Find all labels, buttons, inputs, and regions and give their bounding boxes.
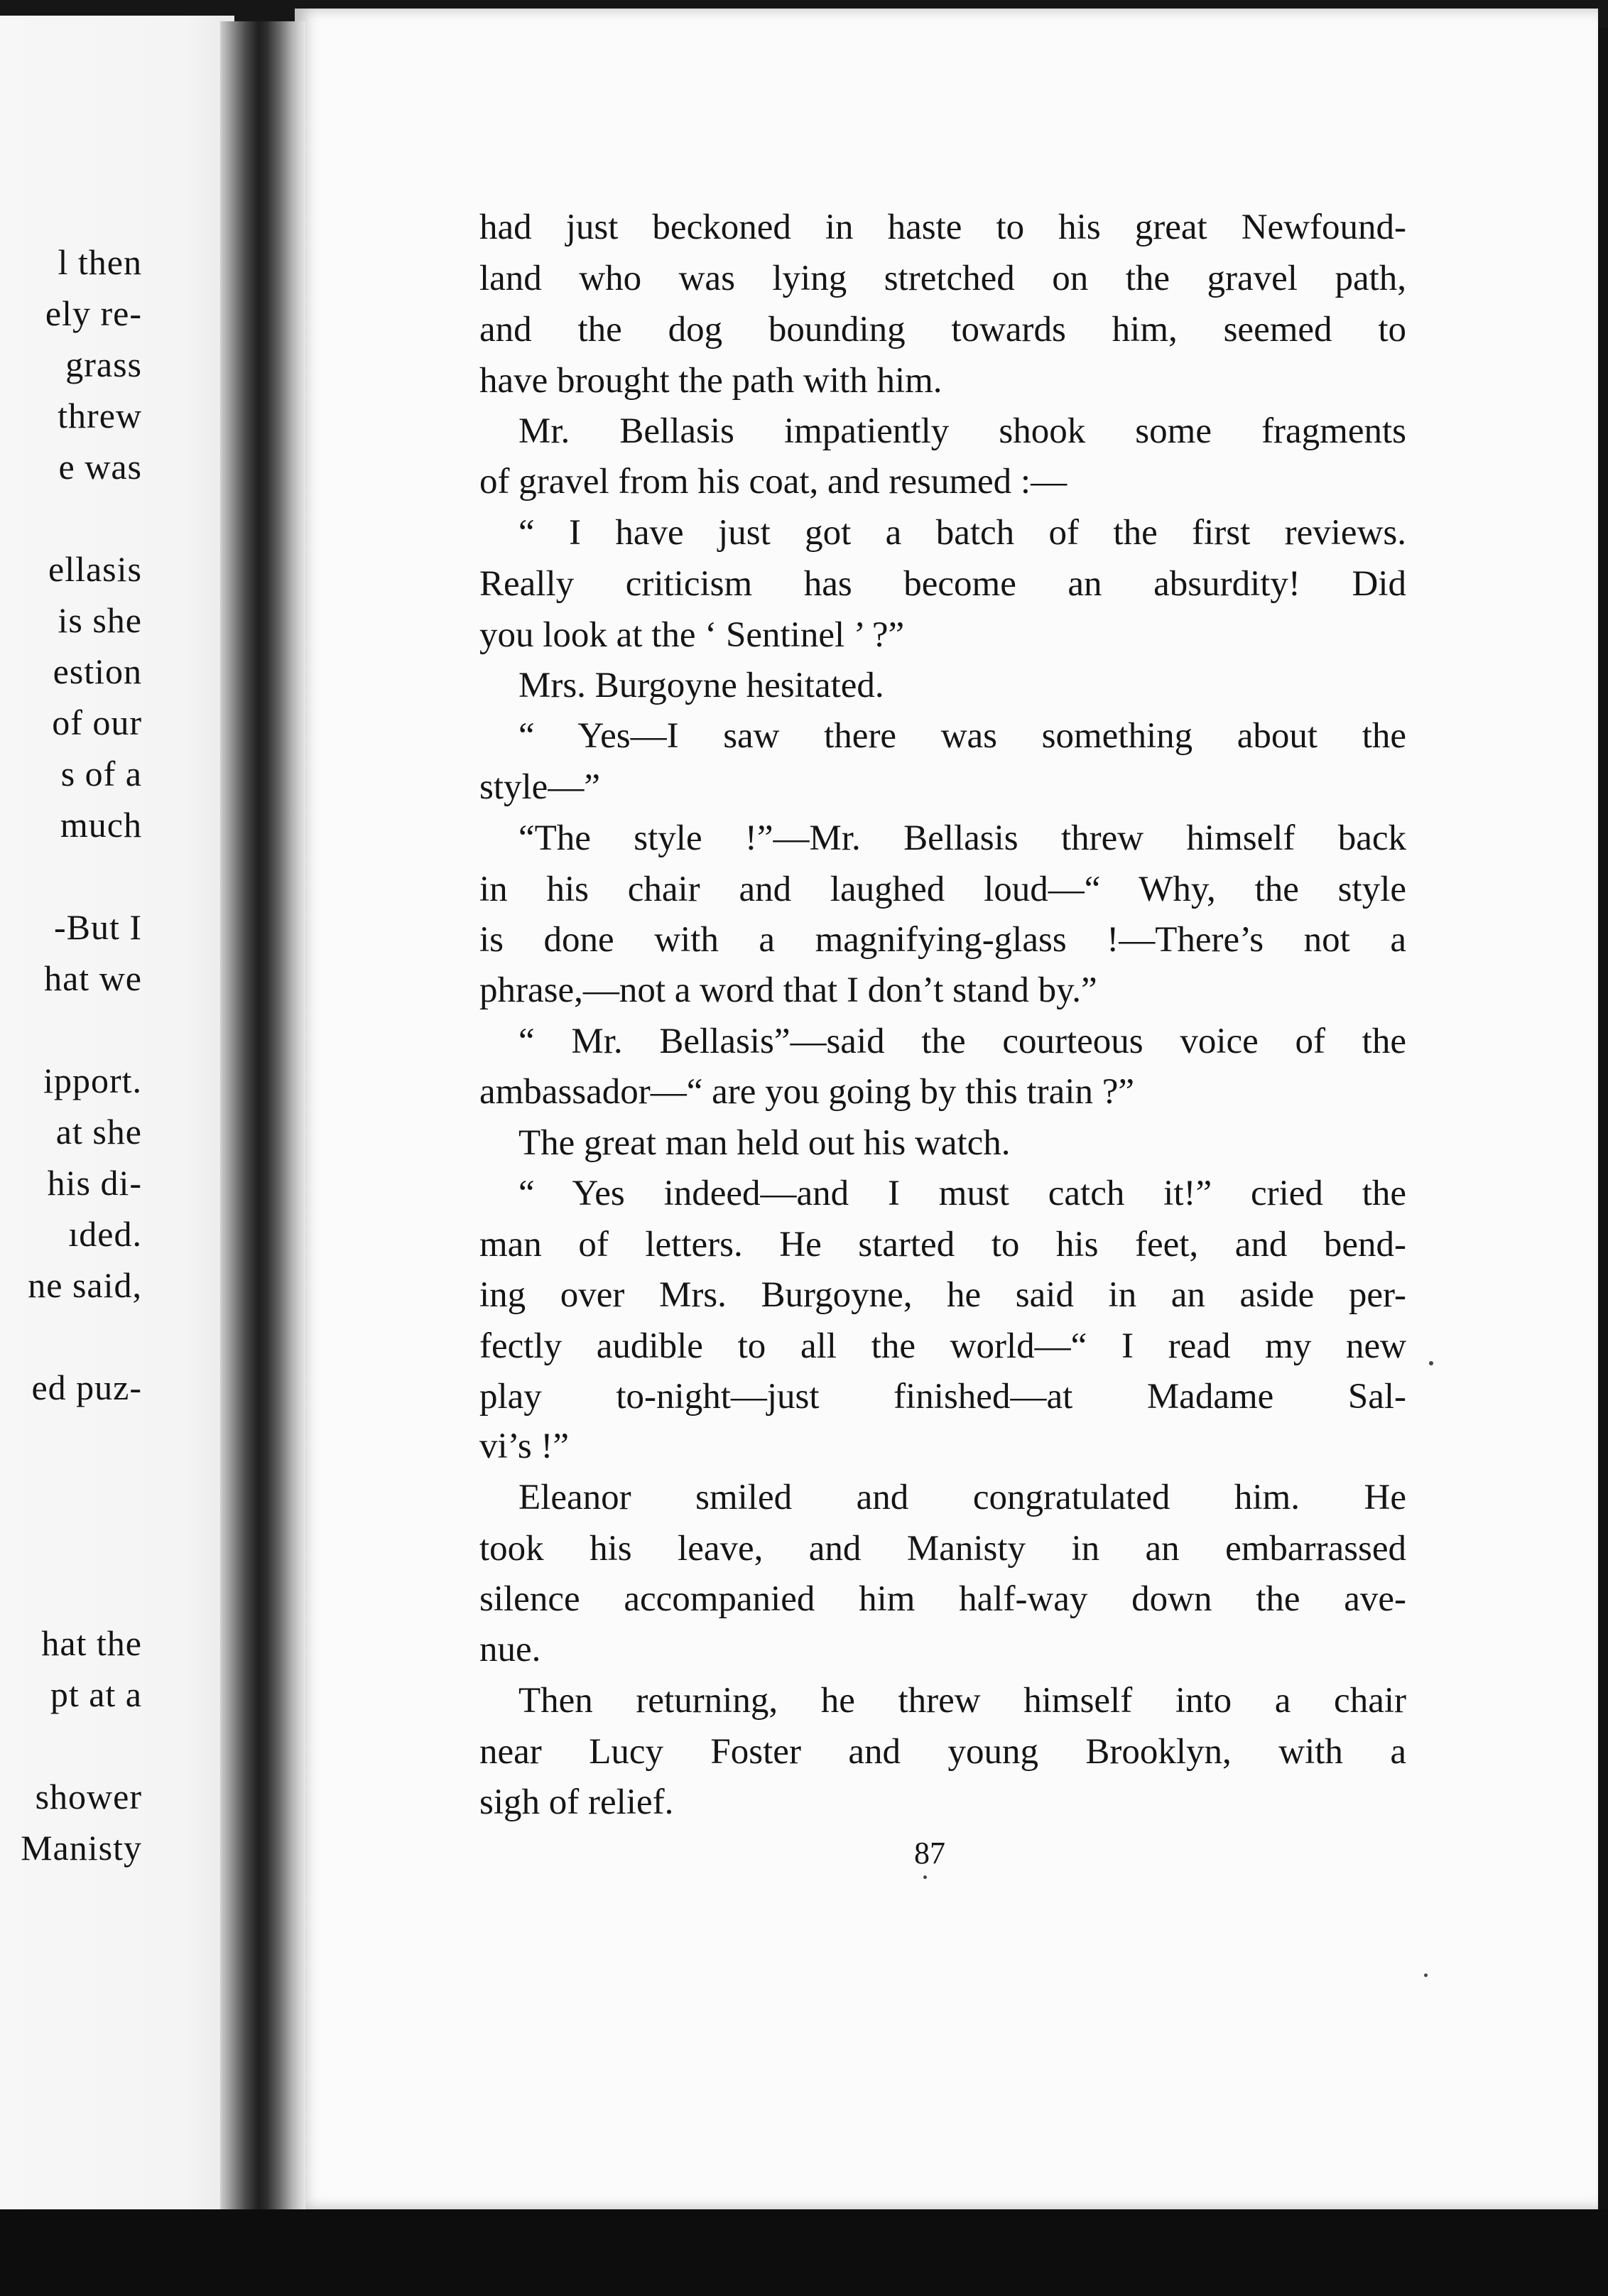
book-gutter-shadow <box>220 21 305 2209</box>
text-line: have brought the path with him. <box>479 361 942 401</box>
text-line: “ Yes—I saw there was something about the <box>518 716 1406 756</box>
text-line: ing over Mrs. Burgoyne, he said in an aside per- <box>479 1275 1406 1315</box>
text-line: vi’s !” <box>479 1426 570 1466</box>
left-line: hat we <box>44 958 142 998</box>
text-line: of gravel from his coat, and resumed :— <box>479 462 1068 502</box>
scan-bottom-edge <box>0 2209 1608 2296</box>
text-line: in his chair and laughed loud—“ Why, the style <box>479 870 1406 909</box>
left-line: ed puz- <box>31 1368 142 1407</box>
text-line: phrase,—not a word that I don’t stand by.” <box>479 970 1097 1010</box>
left-line: threw <box>58 396 142 435</box>
text-line: Eleanor smiled and congratulated him. He <box>518 1478 1406 1517</box>
text-line: and the dog bounding towards him, seemed to <box>479 310 1406 350</box>
left-line: e was <box>58 447 142 487</box>
text-line: you look at the ‘ Sentinel ’ ?” <box>479 615 905 655</box>
left-line: ipport. <box>43 1061 142 1100</box>
left-line: s of a <box>60 754 142 794</box>
text-line: man of letters. He started to his feet, and bend- <box>479 1225 1406 1265</box>
text-line: sigh of relief. <box>479 1782 674 1822</box>
text-line: fectly audible to all the world—“ I read my new <box>479 1326 1406 1366</box>
left-line: ne said, <box>28 1265 142 1305</box>
text-line: land who was lying stretched on the gravel path, <box>479 259 1406 298</box>
left-line: l then <box>58 242 142 282</box>
scan-speck <box>1424 1973 1428 1977</box>
text-line: is done with a magnifying-glass !—There’s not a <box>479 920 1406 960</box>
left-line: ellasis <box>48 549 142 589</box>
left-line: hat the <box>41 1623 142 1663</box>
text-line: “ Mr. Bellasis”—said the courteous voice of the <box>518 1022 1406 1061</box>
text-line: “ I have just got a batch of the first reviews. <box>518 513 1406 553</box>
text-line: nue. <box>479 1630 541 1669</box>
left-facing-page <box>0 16 234 2218</box>
text-line: had just beckoned in haste to his great Newfound- <box>479 207 1406 247</box>
text-line: silence accompanied him half-way down the ave- <box>479 1579 1406 1619</box>
left-line: of our <box>52 703 142 742</box>
left-line: pt at a <box>50 1674 142 1714</box>
scan-speck <box>923 1875 927 1879</box>
text-line: Mr. Bellasis impatiently shook some fragments <box>518 411 1406 451</box>
left-page-text <box>0 16 234 2218</box>
left-line: much <box>60 805 142 845</box>
text-line: near Lucy Foster and young Brooklyn, with a <box>479 1732 1406 1772</box>
left-line: ely re- <box>45 293 142 333</box>
text-line: took his leave, and Manisty in an embarrassed <box>479 1529 1406 1569</box>
left-line: grass <box>65 345 142 384</box>
left-line: is she <box>58 600 142 640</box>
text-line: Then returning, he threw himself into a chair <box>518 1681 1406 1721</box>
left-line: his di- <box>47 1163 142 1203</box>
text-line: The great man held out his watch. <box>518 1123 1011 1163</box>
left-line: estion <box>53 651 142 691</box>
text-line: ambassador—“ are you going by this train ?” <box>479 1072 1134 1112</box>
left-line: at she <box>55 1112 142 1152</box>
text-line: play to-night—just finished—at Madame Sal- <box>479 1377 1406 1417</box>
text-line: style—” <box>479 767 600 807</box>
left-line: -But I <box>53 907 142 947</box>
text-line: “The style !”—Mr. Bellasis threw himself back <box>518 818 1406 858</box>
scan-speck <box>1429 1361 1433 1365</box>
left-line: ıded. <box>68 1214 142 1254</box>
text-line: Really criticism has become an absurdity! Did <box>479 564 1406 604</box>
left-line: Manisty <box>21 1828 142 1868</box>
text-line: Mrs. Burgoyne hesitated. <box>518 666 884 705</box>
text-line: “ Yes indeed—and I must catch it!” cried the <box>518 1174 1406 1213</box>
page-number: 87 <box>914 1836 945 1870</box>
left-line: shower <box>35 1777 142 1816</box>
